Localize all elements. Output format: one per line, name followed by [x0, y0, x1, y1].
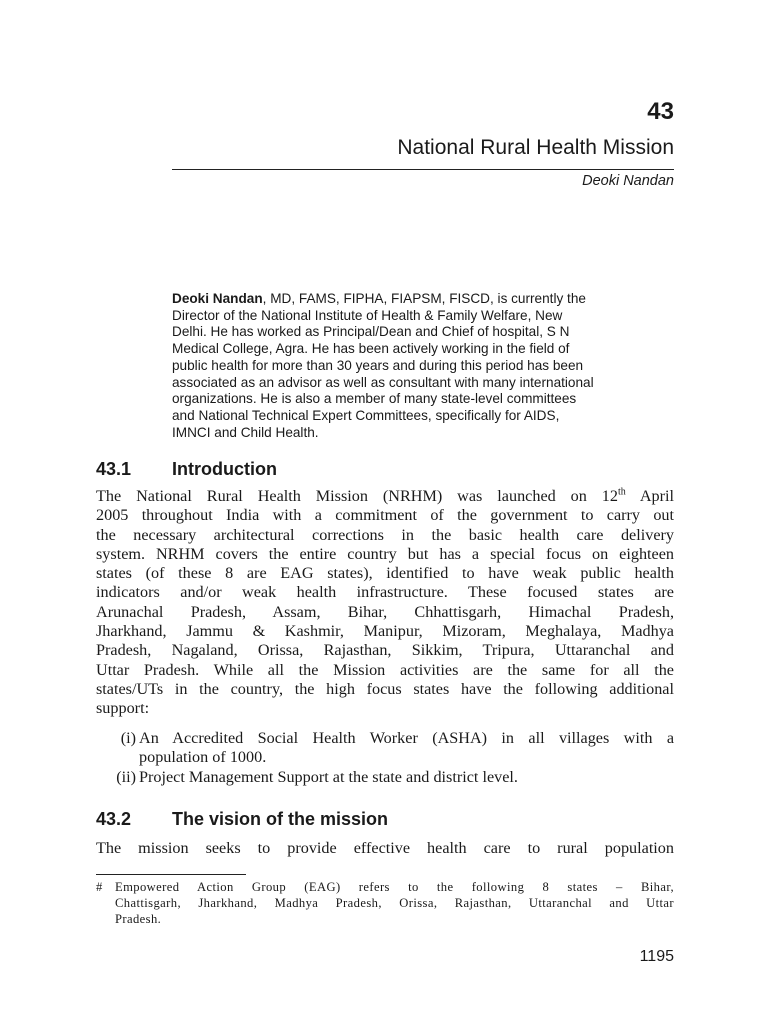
footnote	[96, 879, 674, 928]
section-title: Introduction	[172, 459, 277, 479]
bio-line: Delhi. He has worked as Principal/Dean and Chief of hospital, S N	[172, 324, 570, 340]
footnote-mark: #	[96, 880, 103, 894]
footnote-line: Chattisgarh, Jharkhand, Madhya Pradesh, Orissa, Rajasthan, Uttaranchal and Uttar	[115, 896, 674, 911]
list-item	[96, 729, 674, 768]
chapter-number: 43	[647, 98, 674, 125]
paragraph-line: The mission seeks to provide effective health care to rural population	[96, 839, 674, 857]
paragraph-line: Jharkhand, Jammu & Kashmir, Manipur, Mizoram, Meghalaya, Madhya	[96, 622, 674, 641]
list-line: population of 1000.	[139, 748, 267, 767]
introduction-paragraph	[96, 487, 674, 719]
author-bio	[172, 291, 676, 441]
section-number: 43.2	[96, 809, 132, 829]
paragraph-line: support:	[96, 699, 150, 718]
chapter-title: National Rural Health Mission	[397, 136, 674, 159]
paragraph-line: Uttar Pradesh. While all the Mission activities are the same for all the	[96, 660, 674, 679]
support-list	[96, 729, 674, 787]
list-marker: (i)	[120, 729, 136, 747]
paragraph-line: 2005 throughout India with a commitment of the government to carry out	[96, 506, 674, 525]
bio-line: Deoki Nandan, MD, FAMS, FIPHA, FIAPSM, FISCD, is currently the	[172, 291, 586, 306]
footnote-line: Pradesh.	[115, 912, 162, 927]
paragraph-line: system. NRHM covers the entire country but has a special focus on eighteen	[96, 544, 674, 563]
paragraph-line: Pradesh, Nagaland, Orissa, Rajasthan, Sikkim, Tripura, Uttaranchal and	[96, 641, 674, 660]
vision-paragraph	[96, 839, 674, 858]
section-title: The vision of the mission	[172, 809, 389, 829]
paragraph-line: indicators and/or weak health infrastructure. These focused states are	[96, 583, 674, 602]
footnote-rule	[96, 874, 246, 875]
bio-name: Deoki Nandan	[172, 291, 263, 306]
chapter-author: Deoki Nandan	[582, 173, 674, 189]
page-number: 1195	[639, 948, 674, 965]
list-line: An Accredited Social Health Worker (ASHA) in all villages with a	[139, 729, 674, 747]
title-rule	[172, 169, 674, 170]
bio-line: public health for more than 30 years and during this period has been	[172, 357, 584, 373]
footnote-line: Empowered Action Group (EAG) refers to the following 8 states – Bihar,	[115, 880, 674, 894]
bio-line: IMNCI and Child Health.	[172, 424, 319, 440]
bio-line: Medical College, Agra. He has been actively working in the field of	[172, 341, 570, 357]
bio-line: Director of the National Institute of Health & Family Welfare, New	[172, 307, 563, 323]
paragraph-line: states/UTs in the country, the high focus states have the following additional	[96, 679, 674, 698]
paragraph-line: states (of these 8 are EAG states), identified to have weak public health	[96, 564, 674, 583]
section-heading-introduction	[96, 459, 277, 480]
bio-line: organizations. He is also a member of many state-level committees	[172, 391, 577, 407]
bio-line: associated as an advisor as well as consultant with many international	[172, 374, 594, 390]
list-item	[96, 768, 674, 787]
list-marker: (ii)	[116, 767, 136, 786]
section-number: 43.1	[96, 459, 132, 479]
paragraph-line: Arunachal Pradesh, Assam, Bihar, Chhattisgarh, Himachal Pradesh,	[96, 602, 674, 621]
paragraph-line: the necessary architectural corrections in the basic health care delivery	[96, 525, 674, 544]
bio-line: and National Technical Expert Committees, specifically for AIDS,	[172, 407, 560, 423]
list-line: Project Management Support at the state and district level.	[139, 767, 518, 786]
section-heading-vision	[96, 809, 388, 830]
paragraph-line: The National Rural Health Mission (NRHM) was launched on 12th April	[96, 486, 674, 505]
